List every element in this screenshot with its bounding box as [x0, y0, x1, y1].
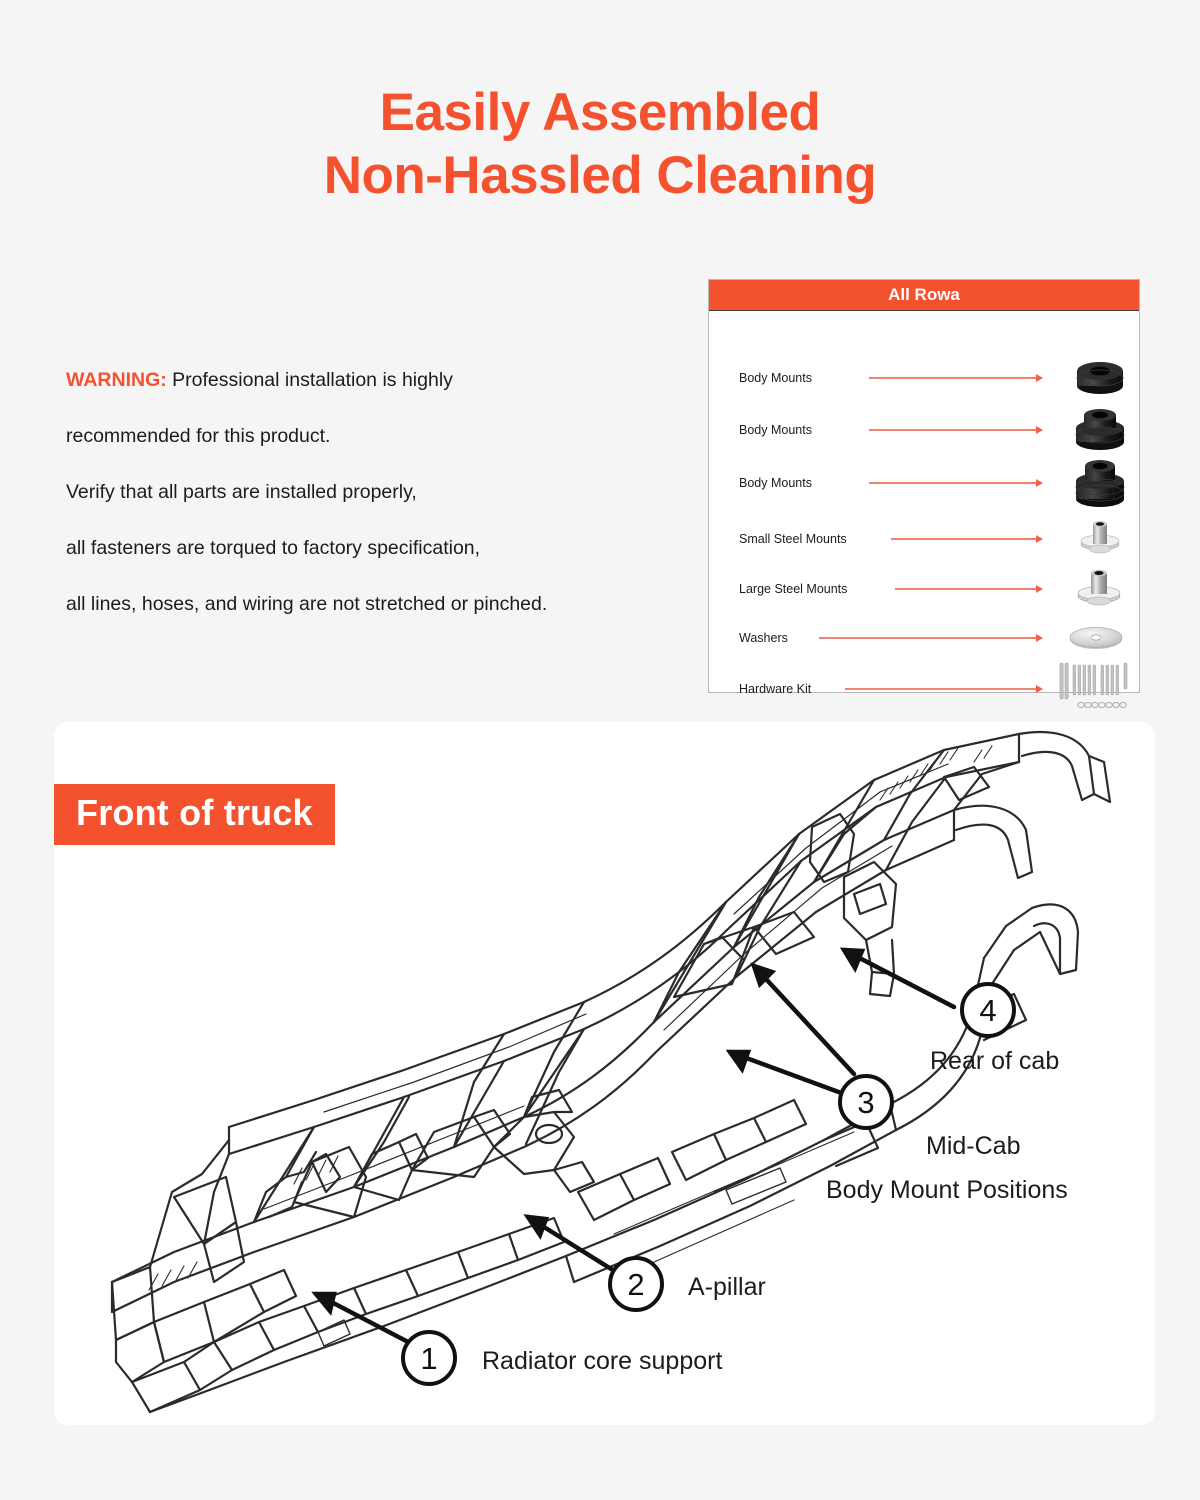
- callout-number-3: 3: [857, 1085, 875, 1120]
- parts-table-header: All Rowa: [709, 280, 1139, 311]
- warning-block: [66, 352, 686, 632]
- table-row: [709, 461, 1139, 505]
- rubber-bushing-stepped-icon: [1071, 406, 1129, 454]
- pointer-arrow-icon: [845, 684, 1043, 694]
- part-label: Body Mounts: [739, 476, 812, 490]
- warning-line-1-rest: Professional installation is highly: [166, 369, 453, 391]
- pointer-arrow-icon: [869, 478, 1043, 488]
- callout-number-1: 1: [420, 1341, 438, 1376]
- callout-label-3-line2: Body Mount Positions: [826, 1176, 1068, 1204]
- callout-label-4: Rear of cab: [930, 1047, 1060, 1075]
- callout-number-2: 2: [627, 1267, 645, 1302]
- table-row: [709, 356, 1139, 400]
- pointer-arrow-icon: [869, 373, 1043, 383]
- warning-line-3: Verify that all parts are installed properly,: [66, 481, 417, 503]
- callout-number-4: 4: [979, 993, 997, 1028]
- headline-line-2: Non-Hassled Cleaning: [323, 145, 877, 205]
- pointer-arrow-icon: [891, 534, 1043, 544]
- warning-line-2: recommended for this product.: [66, 425, 331, 447]
- warning-line-4: all fasteners are torqued to factory specification,: [66, 537, 481, 559]
- parts-table: [708, 279, 1140, 696]
- part-label: Large Steel Mounts: [739, 582, 848, 596]
- callout-label-3-line1: Mid-Cab: [926, 1132, 1021, 1160]
- pointer-arrow-icon: [869, 425, 1043, 435]
- parts-table-body: [709, 311, 1139, 696]
- part-label: Body Mounts: [739, 371, 812, 385]
- part-label: Body Mounts: [739, 423, 812, 437]
- warning-label: WARNING:: [66, 369, 167, 391]
- front-of-truck-badge: Front of truck: [54, 784, 335, 845]
- steel-mount-small-icon: [1075, 515, 1125, 563]
- steel-mount-large-icon: [1073, 565, 1125, 613]
- table-row: [709, 667, 1139, 711]
- table-row: [709, 616, 1139, 660]
- pointer-arrow-icon: [895, 584, 1043, 594]
- part-label: Small Steel Mounts: [739, 532, 847, 546]
- frame-diagram-card: [54, 722, 1155, 1425]
- warning-line-1: [66, 352, 686, 408]
- washer-icon: [1067, 624, 1125, 652]
- warning-line-5: all lines, hoses, and wiring are not stretched or pinched.: [66, 593, 548, 615]
- part-label: Hardware Kit: [739, 682, 812, 696]
- part-label: Washers: [739, 631, 788, 645]
- headline-line-1: Easily Assembled: [379, 83, 821, 142]
- rubber-bushing-tall-icon: [1071, 457, 1129, 509]
- table-row: [709, 567, 1139, 611]
- table-row: [709, 408, 1139, 452]
- callout-label-2: A-pillar: [688, 1273, 766, 1301]
- pointer-arrow-icon: [819, 633, 1043, 643]
- table-row: [709, 517, 1139, 561]
- page-title: [0, 82, 1200, 207]
- rubber-bushing-flat-icon: [1071, 358, 1129, 398]
- hardware-kit-icon: [1057, 659, 1131, 711]
- callout-label-1: Radiator core support: [482, 1347, 723, 1375]
